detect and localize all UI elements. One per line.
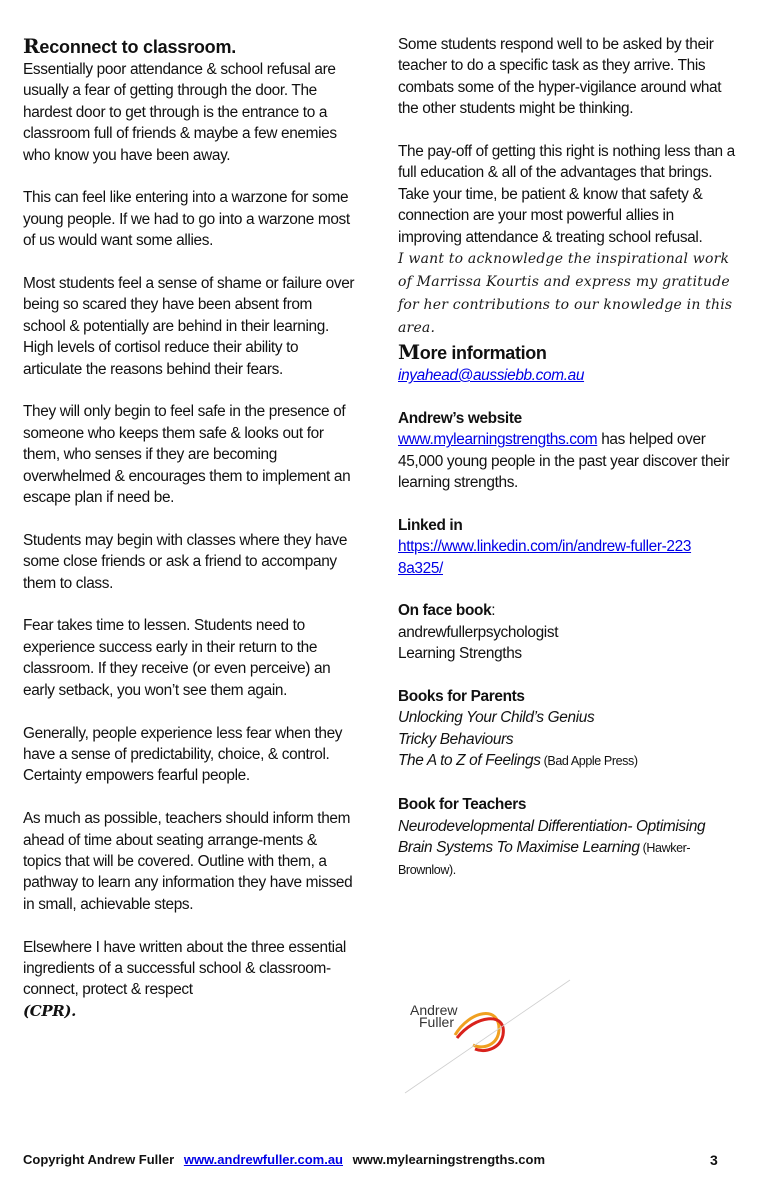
email-link-row <box>398 365 738 386</box>
linkedin-row <box>398 536 698 579</box>
page-number: 3 <box>710 1152 718 1168</box>
linkedin-heading: Linked in <box>398 516 463 534</box>
logo-name-line: Fuller <box>419 1014 455 1030</box>
email-link[interactable]: inyahead@aussiebb.com.au <box>398 367 585 385</box>
more-information-heading: More information <box>398 340 547 365</box>
website-link[interactable]: www.mylearningstrengths.com <box>398 431 598 449</box>
section-heading: Reconnect to classroom. <box>23 34 237 58</box>
paragraph: Essentially poor attendance & school refusal are usually a fear of getting through the door. The hardest door to get through is the entrance to a classroom full of friends & maybe a few enemies who know you have been away. <box>23 61 337 164</box>
paragraph: Most students feel a sense of shame or failure over being so scared they have been absent from school & potentially are behind in their learning. High levels of cortisol reduce their ability to articulate the reasons behind their fears. <box>23 275 355 378</box>
website-heading: Andrew’s website <box>398 409 522 427</box>
parents-books-heading: Books for Parents <box>398 688 525 706</box>
facebook-heading: On face book: <box>398 602 496 620</box>
teachers-books-heading: Book for Teachers <box>398 796 527 814</box>
andrew-fuller-logo <box>395 975 580 1095</box>
paragraph-cpr: Elsewhere I have written about the three essential ingredients of a successful school & classroom- connect, protect & respect (CPR). <box>23 938 347 1020</box>
paragraph: This can feel like entering into a warzone for some young people. If we had to go into a warzone most of us would want some allies. <box>23 189 350 250</box>
linkedin-link[interactable]: https://www.linkedin.com/in/andrew-fuller-2238a325/ <box>398 538 692 577</box>
paragraph: Fear takes time to lessen. Students need to experience success early in their return to the classroom. If they receive (or even perceive) an early setback, you won’t see them again. <box>23 617 331 699</box>
website-paragraph: www.mylearningstrengths.com has helped over 45,000 young people in the past year discover their learning strengths. <box>398 431 730 492</box>
copyright-text: Copyright Andrew Fuller <box>23 1152 175 1167</box>
paragraph: As much as possible, teachers should inform them ahead of time about seating arrange-ments & topics that will be covered. Outline with them, a pathway to learn any information they have missed in small, achievable steps. <box>23 810 353 913</box>
cpr-text: (CPR). <box>23 1001 77 1020</box>
teacher-book-row: Neurodevelopmental Differentiation- Optimising Brain Systems To Maximise Learning (Hawker-Brownlow). <box>398 817 706 878</box>
footer-link-mylearningstrengths[interactable]: www.mylearningstrengths.com <box>352 1152 546 1167</box>
paragraph: They will only begin to feel safe in the presence of someone who keeps them safe & looks out for them, who senses if they are becoming overwhelmed & encourages them to implement an escape plan if need be. <box>23 403 351 507</box>
right-column <box>398 34 738 882</box>
logo-name-line: Andrew <box>410 1002 458 1018</box>
left-column <box>23 34 358 1022</box>
facebook-line: Learning Strengths <box>398 645 522 663</box>
paragraph: The pay-off of getting this right is nothing less than a full education & all of the advantages that brings. Take your time, be patient & know that safety & connection are your most powerful allies in improving attendance & treating school refusal. <box>398 143 735 246</box>
paragraph: Students may begin with classes where they have some close friends or ask a friend to accompany them to class. <box>23 531 348 592</box>
page-footer <box>23 1152 723 1167</box>
book-title: Unlocking Your Child’s Genius <box>398 709 595 727</box>
paragraph: Generally, people experience less fear when they have a sense of predictability, choice, & control. Certainty empowers fearful people. <box>23 724 343 785</box>
footer-link-andrewfuller[interactable]: www.andrewfuller.com.au <box>183 1152 343 1167</box>
book-title-row: The A to Z of Feelings (Bad Apple Press) <box>398 752 638 770</box>
facebook-line: andrewfullerpsychologist <box>398 623 559 641</box>
paragraph: Some students respond well to be asked by their teacher to do a specific task as they arrive. This combats some of the hyper-vigilance around what the other students might be thinking. <box>398 36 722 118</box>
book-title: Tricky Behaviours <box>398 730 514 748</box>
logo-swoosh-icon <box>395 975 580 1095</box>
acknowledgement: I want to acknowledge the inspirational work of Marrissa Kourtis and express my gratitude for her contributions to our knowledge in this area. <box>398 251 733 337</box>
